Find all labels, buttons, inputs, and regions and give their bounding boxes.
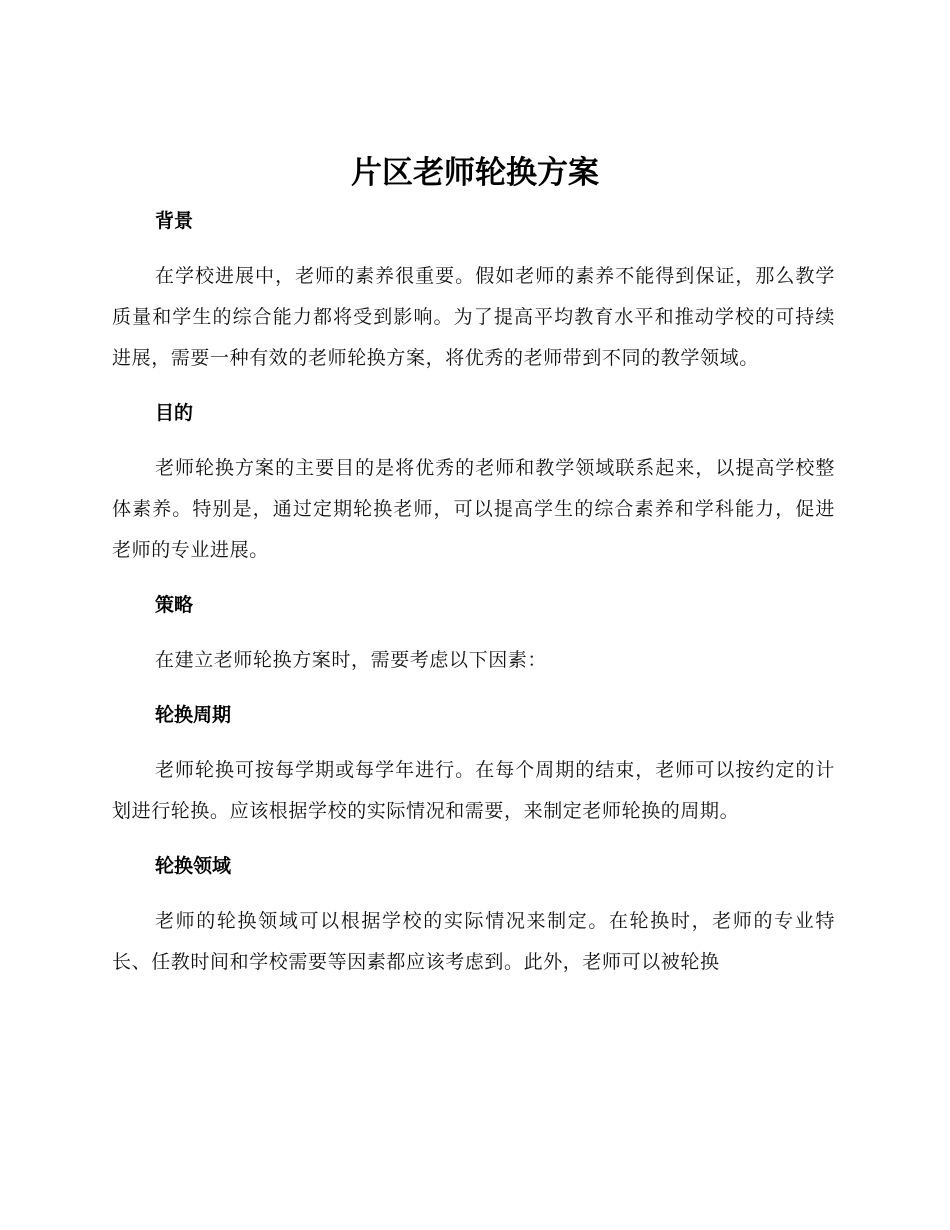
section-purpose	[112, 395, 835, 587]
section-paragraph: 在建立老师轮换方案时，需要考虑以下因素：	[155, 649, 548, 671]
section-heading: 轮换周期	[155, 704, 232, 726]
section-rotation-field	[112, 848, 835, 983]
section-paragraph: 老师的轮换领域可以根据学校的实际情况来制定。在轮换时，老师的专业特长、任教时间和学校需要等因素都应该考虑到。此外，老师可以被轮换	[112, 910, 835, 973]
section-background	[112, 203, 835, 395]
section-strategy	[112, 587, 835, 697]
document-body	[112, 203, 835, 983]
section-paragraph: 老师轮换可按每学期或每学年进行。在每个周期的结束，老师可以按约定的计划进行轮换。应该根据学校的实际情况和需要，来制定老师轮换的周期。	[112, 759, 835, 822]
section-heading: 目的	[155, 402, 194, 424]
section-heading: 轮换领域	[155, 855, 232, 877]
section-paragraph: 在学校进展中，老师的素养很重要。假如老师的素养不能得到保证，那么教学质量和学生的综合能力都将受到影响。为了提高平均教育水平和推动学校的可持续进展，需要一种有效的老师轮换方案，将优秀的老师带到不同的教学领域。	[112, 265, 835, 369]
section-rotation-cycle	[112, 697, 835, 848]
document-title: 片区老师轮换方案	[351, 155, 599, 191]
section-paragraph: 老师轮换方案的主要目的是将优秀的老师和教学领域联系起来，以提高学校整体素养。特别是，通过定期轮换老师，可以提高学生的综合素养和学科能力，促进老师的专业进展。	[112, 457, 835, 561]
section-heading: 策略	[155, 594, 194, 616]
section-heading: 背景	[155, 210, 194, 232]
